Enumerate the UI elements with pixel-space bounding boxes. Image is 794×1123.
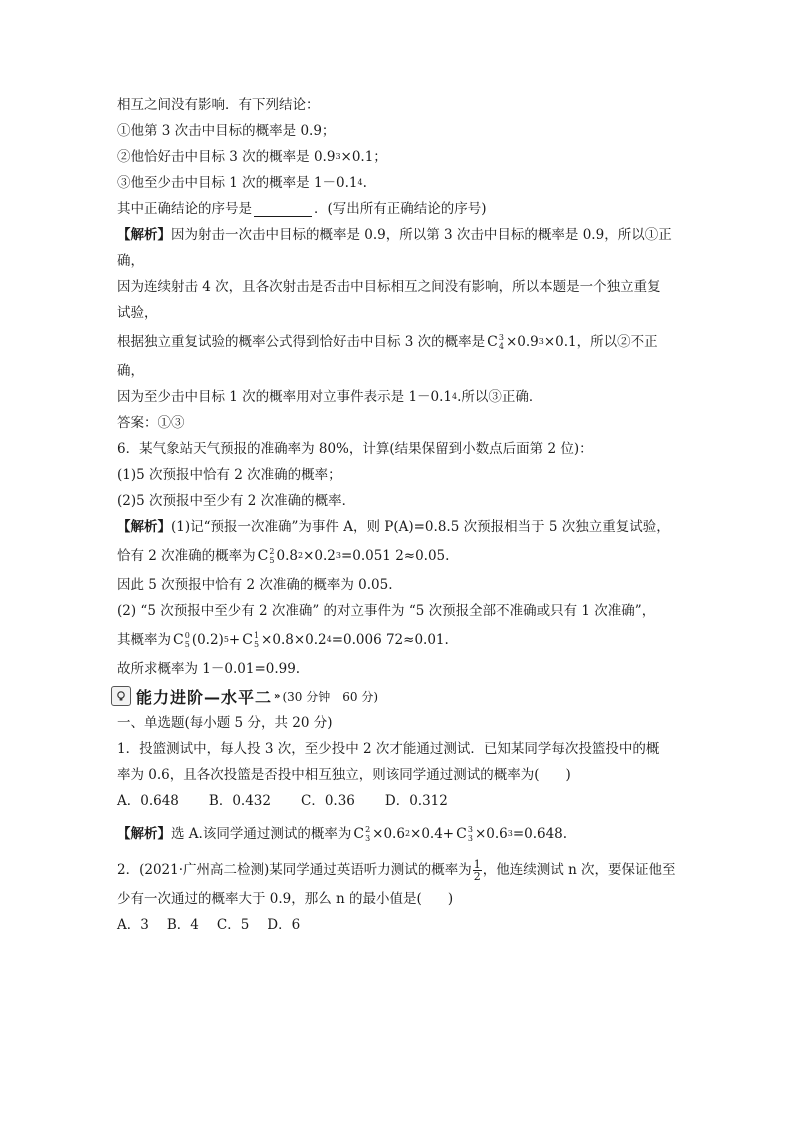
option-a: A．0.648 bbox=[117, 793, 179, 809]
question-2-options bbox=[117, 912, 687, 938]
fraction: $\frac{1}{2}$ bbox=[473, 857, 481, 883]
question-6-part-1: (1)5 次预报中恰有 2 次准确的概率； bbox=[117, 467, 342, 483]
option-a: A．3 bbox=[117, 917, 149, 933]
option-c: C．0.36 bbox=[300, 793, 355, 809]
conclusion-2: ②他恰好击中目标 3 次的概率是 0.9 3 ×0.1； bbox=[117, 149, 387, 165]
option-b: B．0.432 bbox=[208, 793, 271, 809]
answer-line: 答案：①③ bbox=[117, 415, 185, 431]
analysis-line: 因为连续射击 4 次，且各次射击是否击中目标相互之间没有影响，所以本题是一个独立重复 bbox=[117, 279, 661, 295]
question-2: 少有一次通过的概率大于 0.9，那么 n 的最小值是( ) bbox=[117, 891, 454, 907]
question-6-part-2: (2)5 次预报中至少有 2 次准确的概率． bbox=[117, 493, 356, 509]
option-b: B．4 bbox=[166, 917, 199, 933]
question-1: 1．投篮测试中，每人投 3 次，至少投中 2 次才能通过测试．已知某同学每次投篮投中的概 bbox=[117, 741, 660, 757]
solution-line: 因此 5 次预报中恰有 2 次准确的概率为 0.05. bbox=[117, 577, 393, 593]
solution-line: 故所求概率为 1－0.01=0.99. bbox=[117, 661, 301, 677]
question-line: 其中正确结论的序号是 ．(写出所有正确结论的序号) bbox=[117, 201, 487, 217]
part-heading: 一、单选题(每小题 5 分，共 20 分) bbox=[117, 715, 333, 731]
analysis-label: 【解析】 bbox=[117, 227, 171, 243]
combination-symbol: C 1 5 bbox=[242, 631, 260, 649]
conclusion-3: ③他至少击中目标 1 次的概率是 1－0.1 4 . bbox=[117, 175, 367, 191]
double-chevron-icon: » bbox=[274, 690, 281, 702]
question-1-options bbox=[117, 788, 687, 814]
combination-symbol: C 2 5 bbox=[257, 547, 275, 565]
question-6: 6．某气象站天气预报的准确率为 80%，计算(结果保留到小数点后面第 2 位)： bbox=[117, 441, 593, 457]
analysis-line: 【解析】 因为射击一次击中目标的概率是 0.9，所以第 3 次击中目标的概率是 0.9，所以①正 bbox=[117, 227, 672, 243]
analysis-line: 确， bbox=[117, 253, 144, 269]
combination-symbol: C 2 3 bbox=[353, 825, 371, 843]
solution-line: 其概率为 C 0 5 (0.2) 5 + C 1 5 ×0.8×0.2 4 =0.006 72≈0.01. bbox=[117, 631, 449, 649]
question-1-solution: 【解析】 选 A.该同学通过测试的概率为 C 2 3 ×0.6 2 ×0.4+ C 3 3 ×0.6 3 =0.648. bbox=[117, 825, 568, 843]
analysis-line: 试验， bbox=[117, 305, 158, 321]
question-1: 率为 0.6，且各次投篮是否投中相互独立，则该同学通过测试的概率为( ) bbox=[117, 767, 571, 783]
document-page bbox=[117, 92, 687, 938]
answer-blank[interactable] bbox=[254, 202, 312, 217]
option-c: C．5 bbox=[216, 917, 250, 933]
conclusion-1: ①他第 3 次击中目标的概率是 0.9； bbox=[117, 123, 336, 139]
section-header bbox=[111, 682, 687, 710]
lightbulb-icon bbox=[111, 686, 131, 706]
solution-line: (2) “5 次预报中至少有 2 次准确” 的对立事件为 “5 次预报全部不准确或只有 1 次准确”， bbox=[117, 603, 656, 619]
problem-text: 相互之间没有影响．有下列结论： bbox=[117, 97, 320, 113]
section-title: 能力进阶—水平二 bbox=[136, 687, 273, 707]
section-time: (30 分钟 60 分) bbox=[282, 689, 379, 704]
combination-symbol: C 3 3 bbox=[456, 825, 473, 843]
option-d: D．6 bbox=[267, 917, 301, 933]
analysis-line: 确， bbox=[117, 363, 144, 379]
question-2: 2．(2021·广州高二检测)某同学通过英语听力测试的概率为 $\frac{1}{2}$ ，他连续测试 n 次，要保证他至 bbox=[117, 857, 676, 883]
analysis-line: 因为至少击中目标 1 次的概率用对立事件表示是 1－0.1 4 .所以③正确． bbox=[117, 389, 543, 405]
analysis-line: 根据独立重复试验的概率公式得到恰好击中目标 3 次的概率是 C 3 4 ×0.9 3 ×0.1，所以②不正 bbox=[117, 333, 658, 351]
solution-line: 恰有 2 次准确的概率为 C 2 5 0.8 2 ×0.2 3 =0.051 2≈0.05. bbox=[117, 547, 450, 565]
combination-symbol: C 3 4 bbox=[487, 333, 504, 351]
solution-line: 【解析】 (1)记“预报一次准确”为事件 A，则 P(A)=0.8.5 次预报相当于 5 次独立重复试验， bbox=[117, 519, 670, 535]
option-d: D．0.312 bbox=[384, 793, 448, 809]
combination-symbol: C 0 5 bbox=[173, 631, 190, 649]
